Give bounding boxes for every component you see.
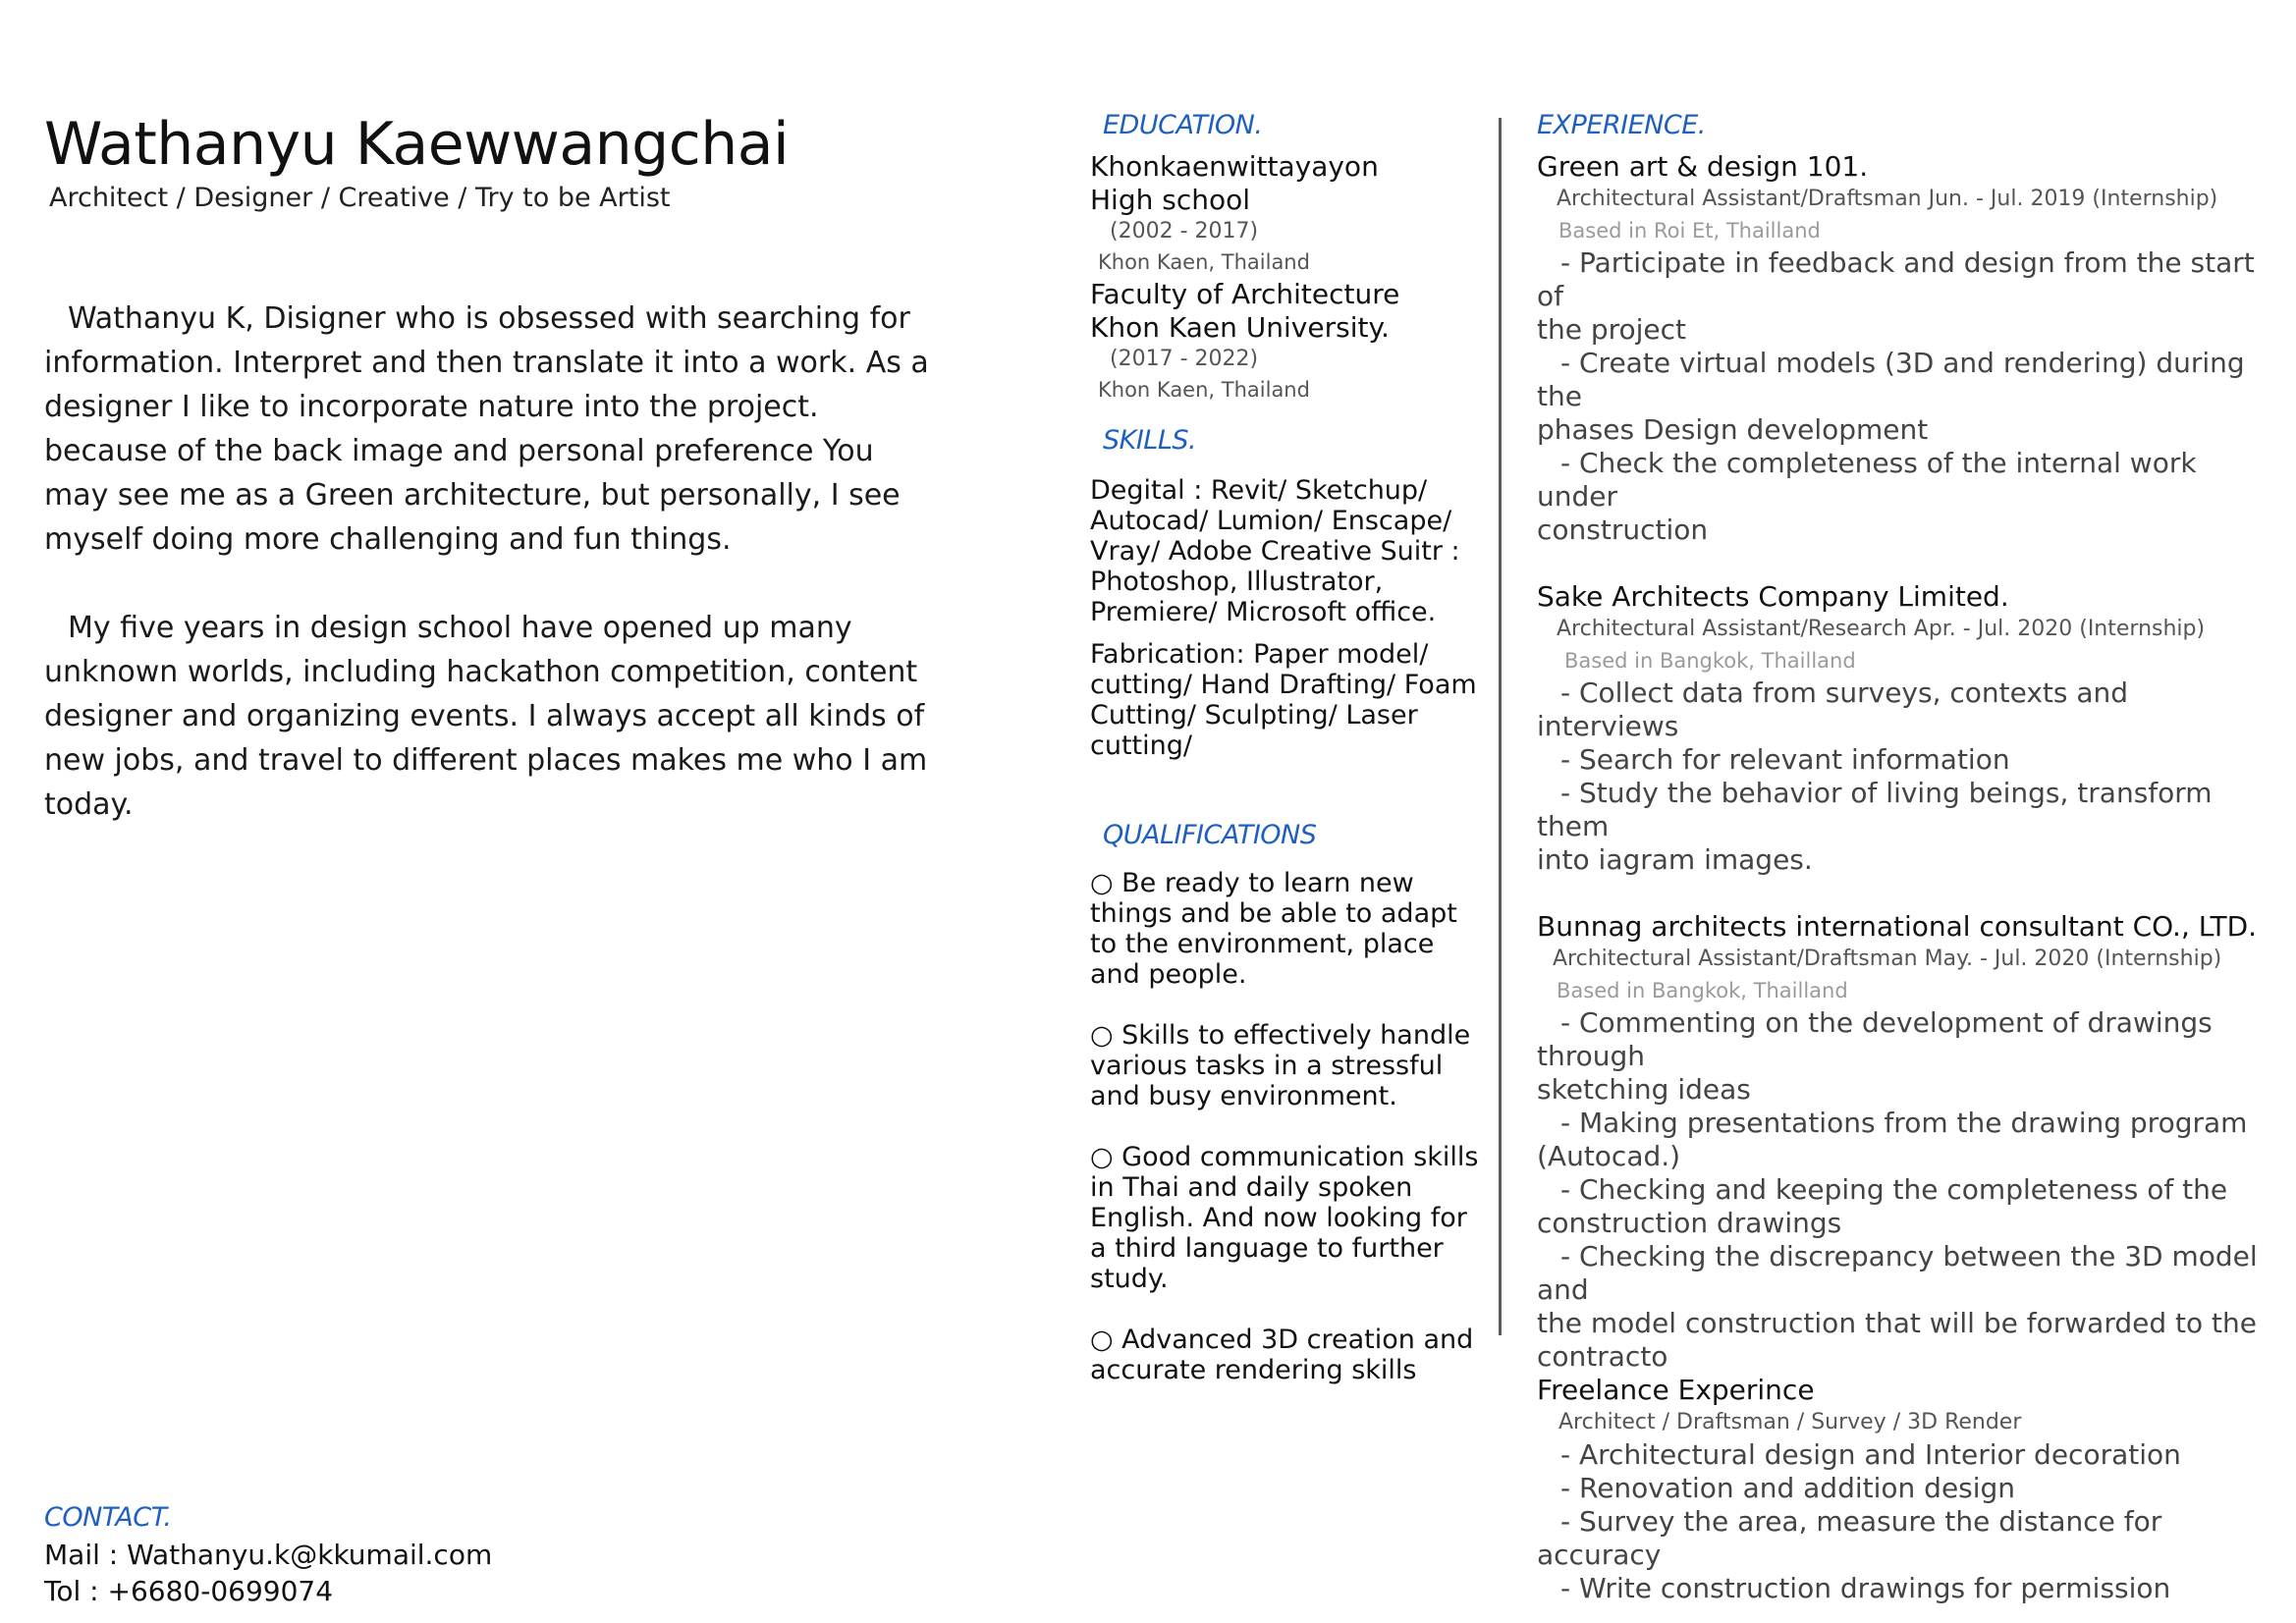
job-bullet: - Making presentations from the drawing program: [1560, 1107, 2248, 1139]
resume-name: Wathanyu Kaewwangchai: [44, 110, 790, 179]
job-bullet: - Collect data from surveys, contexts and interviews: [1537, 676, 2129, 742]
skills-title: SKILLS.: [1103, 425, 1197, 456]
education-place: Khon Kaen, Thailand: [1098, 378, 1310, 402]
job-bullet: - Survey the area, measure the distance for accuracy: [1537, 1505, 2162, 1571]
contact-title: CONTACT.: [44, 1502, 172, 1533]
experience-job: [1537, 1374, 2269, 1605]
job-bullet: construction: [1537, 514, 1709, 546]
job-location: Based in Roi Et, Thailland: [1558, 219, 1821, 243]
job-bullet: - Commenting on the development of drawings through: [1537, 1006, 2213, 1072]
experience-column: [1537, 110, 2269, 1605]
bio-paragraph-1: Wathanyu K, Disigner who is obsessed with searching for information. Interpret and then translate it into a work. As a designer I like to incorporate nature into the project. because of the back image and personal preference You may see me as a Green architecture, but personally, I see myself doing more challenging and fun things.: [44, 301, 929, 557]
job-role: Architectural Assistant/Draftsman May. - Jul. 2020 (Internship): [1553, 947, 2222, 971]
job-location: Based in Bangkok, Thailland: [1564, 649, 1856, 673]
job-bullet: phases Design development: [1537, 413, 1929, 446]
job-bullet: - Create virtual models (3D and rendering) during the: [1537, 347, 2245, 412]
experience-title: EXPERIENCE.: [1537, 110, 1706, 140]
qualifications-title: QUALIFICATIONS: [1103, 820, 1317, 850]
qualification-item: ○ Skills to effectively handle various tasks in a stressful and busy environment.: [1090, 1020, 1471, 1111]
education-title: EDUCATION.: [1103, 110, 1263, 140]
job-bullet: contracto: [1537, 1340, 1668, 1373]
experience-job: [1537, 150, 2269, 547]
qualification-item: ○ Advanced 3D creation and accurate rendering skills: [1090, 1325, 1474, 1385]
skills-fabrication: Fabrication: Paper model/ cutting/ Hand Drafting/ Foam Cutting/ Sculpting/ Laser cutting/: [1090, 639, 1477, 761]
education-school: High school: [1090, 184, 1251, 216]
education-place: Khon Kaen, Thailand: [1098, 250, 1310, 274]
education-school: Khonkaenwittayayon: [1090, 150, 1379, 183]
education-years: (2002 - 2017): [1110, 219, 1259, 243]
job-company: Sake Architects Company Limited.: [1537, 580, 2009, 613]
job-bullet: - Renovation and addition design: [1560, 1472, 2016, 1504]
contact-tel: Tol : +6680-0699074: [44, 1575, 334, 1607]
education-entry: [1090, 278, 1488, 406]
job-location: Based in Bangkok, Thailland: [1557, 979, 1848, 1002]
middle-column: [1090, 110, 1488, 1416]
column-divider: [1499, 118, 1502, 1335]
experience-job: [1537, 580, 2269, 877]
education-entry: [1090, 150, 1488, 278]
job-bullet: - Checking the discrepancy between the 3D model and: [1537, 1240, 2258, 1306]
job-bullet: the project: [1537, 313, 1687, 346]
job-bullet: - Checking and keeping the completeness of the: [1560, 1173, 2228, 1206]
job-bullet: - Search for relevant information: [1560, 743, 2010, 776]
bio-section: [44, 297, 933, 871]
job-company: Bunnag architects international consultant CO., LTD.: [1537, 910, 2258, 943]
job-bullet: sketching ideas: [1537, 1073, 1751, 1106]
experience-job: [1537, 910, 2269, 1374]
job-bullet: - Check the completeness of the internal work under: [1537, 447, 2197, 513]
job-bullet: - Architectural design and Interior decoration: [1560, 1438, 2181, 1471]
education-school: Khon Kaen University.: [1090, 311, 1390, 344]
job-bullet: - Write construction drawings for permission: [1560, 1572, 2171, 1604]
skills-digital: Degital : Revit/ Sketchup/ Autocad/ Lumion/ Enscape/ Vray/ Adobe Creative Suitr : Photoshop, Illustrator, Premiere/ Microsoft office.: [1090, 475, 1460, 627]
job-company: Green art & design 101.: [1537, 150, 1869, 183]
job-role: Architectural Assistant/Draftsman Jun. - Jul. 2019 (Internship): [1557, 187, 2218, 211]
job-bullet: (Autocad.): [1537, 1140, 1681, 1172]
education-school: Faculty of Architecture: [1090, 278, 1400, 310]
job-bullet: the model construction that will be forwarded to the: [1537, 1307, 2257, 1339]
job-role: Architect / Draftsman / Survey / 3D Render: [1558, 1410, 2022, 1434]
resume-tagline: Architect / Designer / Creative / Try to be Artist: [49, 183, 671, 213]
job-bullet: - Study the behavior of living beings, transform them: [1537, 777, 2213, 842]
job-bullet: construction drawings: [1537, 1207, 1842, 1239]
contact-mail: Mail : Wathanyu.k@kkumail.com: [44, 1539, 493, 1571]
job-bullet: - Participate in feedback and design from the start of: [1537, 246, 2255, 312]
job-role: Architectural Assistant/Research Apr. - Jul. 2020 (Internship): [1557, 617, 2206, 641]
bio-paragraph-2: My five years in design school have opened up many unknown worlds, including hackathon competition, content designer and organizing events. I always accept all kinds of new jobs, and travel to different places makes me who I am today.: [44, 611, 928, 822]
contact-section: [44, 1502, 492, 1607]
education-years: (2017 - 2022): [1110, 347, 1259, 371]
qualification-item: ○ Be ready to learn new things and be able to adapt to the environment, place and people.: [1090, 868, 1457, 990]
qualification-item: ○ Good communication skills in Thai and daily spoken English. And now looking for a third language to further study.: [1090, 1142, 1479, 1294]
job-bullet: into iagram images.: [1537, 843, 1813, 876]
job-company: Freelance Experince: [1537, 1374, 1815, 1406]
